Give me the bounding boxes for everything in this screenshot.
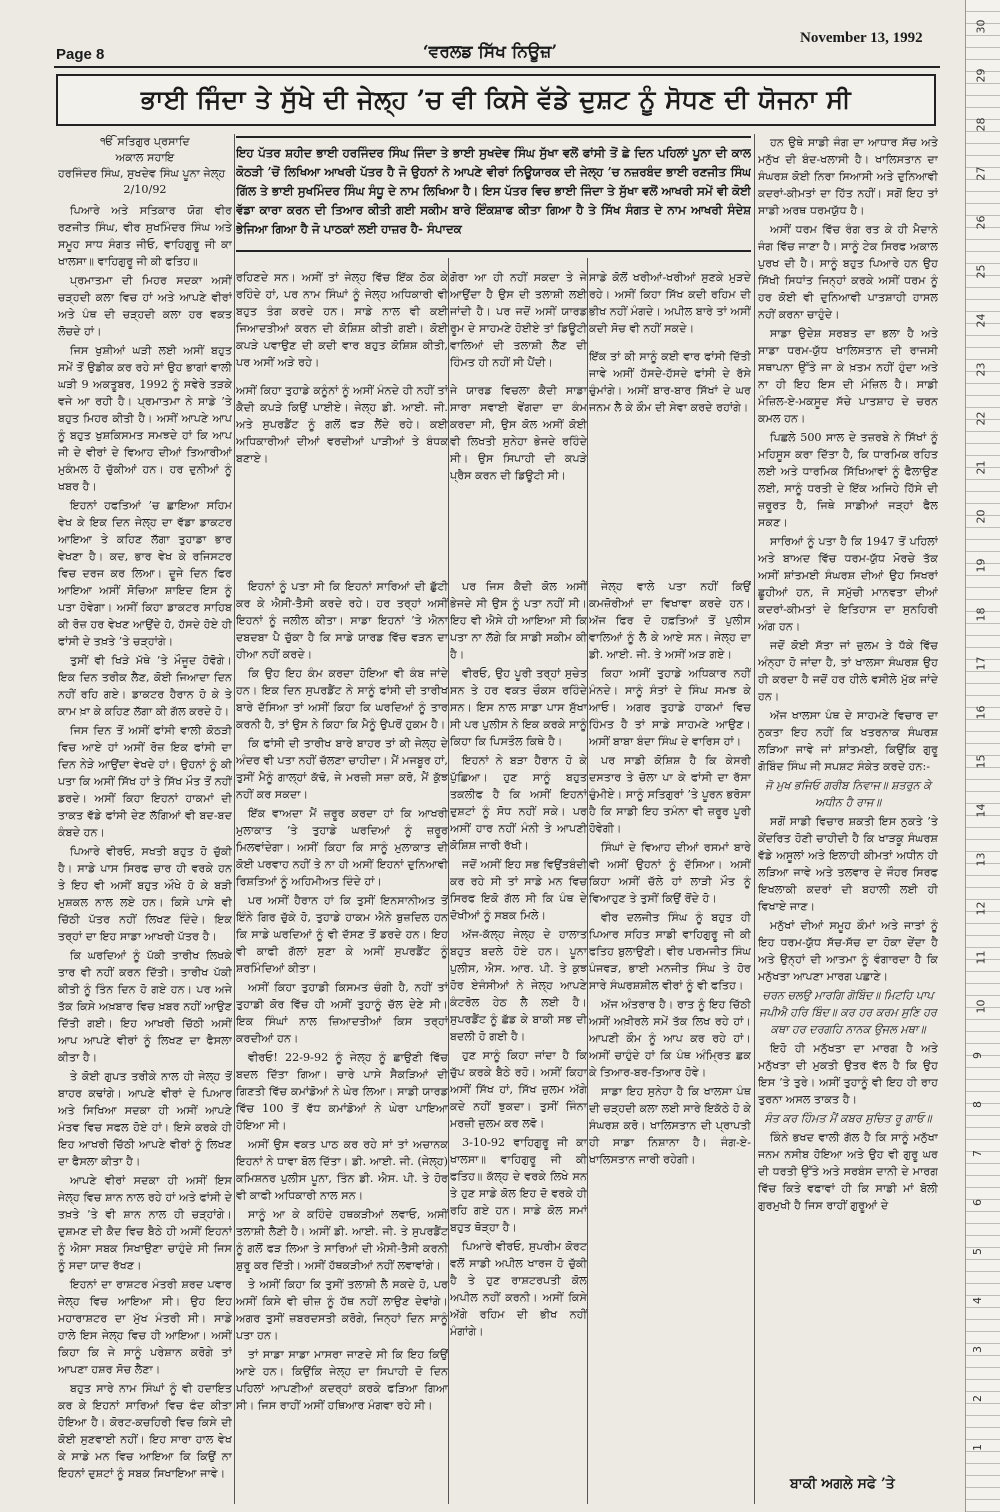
paragraph: ਇਹਨਾਂ ਦਾ ਰਾਸ਼ਟਰ ਮੰਤਰੀ ਸ਼ਰਦ ਪਵਾਰ ਜੇਲ੍ਹ ਵਿਚ ਆਇਆ ਸੀ। ਉਹ ਇਹ ਮਹਾਰਾਸ਼ਟਰ ਦਾ ਮੁੱਖ ਮੰਤਰੀ ਸੀ। ਸਾਡੇ ਹਾਲੇ ਇਸ ਜੇਲ੍ਹ ਵਿਚ ਹੀ ਆਇਆ। ਅਸੀਂ ਕਿਹਾ ਕਿ ਜੇ ਸਾਨੂੰ ਪਰੇਸ਼ਾਨ ਕਰੋਗੇ ਤਾਂ ਆਪਣਾ ਹਸ਼ਰ ਸੋਚ ਲੈਣਾ। — [58, 1278, 232, 1376]
paragraph: ਸਾਡਾ ਉਦੇਸ਼ ਸਰਬਤ ਦਾ ਭਲਾ ਹੈ ਅਤੇ ਸਾਡਾ ਧਰਮ-ਯੁੱਧ ਖਾਲਿਸਤਾਨ ਦੀ ਰਾਜਸੀ ਸਥਾਪਨਾ ਉੱਤੇ ਜਾ ਕੇ ਖ਼ਤਮ ਨਹੀਂ ਹੁੰਦਾ ਅਤੇ ਨਾ ਹੀ ਇਹ ਇਸ ਦੀ ਮੰਜ਼ਿਲ ਹੈ। ਸਾਡੀ ਮੰਜ਼ਿਲ-ਏ-ਮਕਸੂਦ ਸੱਚੇ ਪਾਤਸ਼ਾਹ ਦੇ ਚਰਨ ਕਮਲ ਹਨ। — [758, 327, 938, 425]
paragraph: ਜਿਸ ਦਿਨ ਤੋਂ ਅਸੀਂ ਫਾਂਸੀ ਵਾਲੀ ਕੋਠੜੀ ਵਿਚ ਆਏ ਹਾਂ ਅਸੀਂ ਰੋਜ਼ ਇਕ ਫਾਂਸੀ ਦਾ ਦਿਨ ਨੇੜੇ ਆਉਂਦਾ ਵੇਖਦੇ ਹਾਂ। ਉਹਨਾਂ ਨੂੰ ਕੀ ਪਤਾ ਕਿ ਅਸੀਂ ਸਿੱਖ ਹਾਂ ਤੇ ਸਿੱਖ ਮੌਤ ਤੋਂ ਨਹੀਂ ਡਰਦੇ। ਅਸੀਂ ਕਿਹਾ ਇਹਨਾਂ ਹਾਕਮਾਂ ਦੀ ਤਾਕਤ ਵੱਡੇ ਫਾਂਸੀ ਦੇਣ ਲੱਗਿਆਂ ਵੀ ਬਦ-ਬਦ ਕੰਬਦੇ ਹਨ। — [58, 724, 232, 839]
paragraph: ਸਗੋਂ ਸਾਡੀ ਵਿਚਾਰ ਸ਼ਕਤੀ ਇਸ ਨੁਕਤੇ ’ਤੇ ਕੇਂਦਰਿਤ ਹੋਣੀ ਚਾਹੀਦੀ ਹੈ ਕਿ ਖਾੜਕੂ ਸੰਘਰਸ਼ ਵੱਡੇ ਅਸੂਲਾਂ ਅਤੇ ਇਲਾਹੀ ਕੀਮਤਾਂ ਅਧੀਨ ਹੀ ਲੜਿਆ ਜਾਵੇ ਅਤੇ ਤਲਵਾਰ ਦੇ ਜੌਹਰ ਸਿਰਫ ਇਖਲਾਕੀ ਕਦਰਾਂ ਦੀ ਬਹਾਲੀ ਲਈ ਹੀ ਵਿਖਾਏ ਜਾਣ। — [758, 815, 938, 913]
ruler-mark: 17 — [974, 656, 988, 671]
ruler-mark: 26 — [974, 215, 988, 230]
column-4 — [589, 578, 751, 1504]
paragraph: ਅੱਜ-ਕੱਲ੍ਹ ਜੇਲ੍ਹ ਦੇ ਹਾਲਾਤ ਬਹੁਤ ਬਦਲੇ ਹੋਏ ਹਨ। ਪੂਨਾ ਪੁਲੀਸ, ਐਸ. ਆਰ. ਪੀ. ਤੇ ਕੁਝ ਹੋਰ ਏਜੰਸੀਆਂ ਨੇ ਜੇਲ੍ਹ ਆਪਣੇ ਕੰਟਰੋਲ ਹੇਠ ਲੈ ਲਈ ਹੈ। ਸੁਪਰਡੈਂਟ ਨੂੰ ਛੱਡ ਕੇ ਬਾਕੀ ਸਭ ਦੀ ਬਦਲੀ ਹੋ ਗਈ ਹੈ। — [450, 928, 587, 1043]
paragraph: ਗੋਰਾ ਆ ਹੀ ਨਹੀਂ ਸਕਦਾ ਤੇ ਜੇ ਆਉਂਦਾ ਹੈ ਉਸ ਦੀ ਤਲਾਸ਼ੀ ਲਈ ਜਾਂਦੀ ਹੈ। ਪਰ ਜਦੋਂ ਅਸੀਂ ਯਾਰਡ ਰੂਮ ਦੇ ਸਾਹਮਣੇ ਹੋਈਏ ਤਾਂ ਡਿਊਟੀ ਵਾਲਿਆਂ ਦੀ ਤਲਾਸ਼ੀ ਲੈਣ ਦੀ ਹਿੰਮਤ ਹੀ ਨਹੀਂ ਸੀ ਪੈਂਦੀ। — [450, 271, 587, 370]
ruler-mark: 27 — [974, 166, 988, 181]
ruler-mark: 6 — [971, 1199, 984, 1206]
paragraph: ਜਿਸ ਖੁਸ਼ੀਆਂ ਘੜੀ ਲਈ ਅਸੀਂ ਬਹੁਤ ਸਮੇਂ ਤੋਂ ਉਡੀਕ ਕਰ ਰਹੇ ਸਾਂ ਉਹ ਭਾਗਾਂ ਵਾਲੀ ਘੜੀ 9 ਅਕਤੂਬਰ, 1992 ਨੂੰ ਸਵੇਰੇ ਤੜਕੇ ਵਜੇ ਆ ਰਹੀ ਹੈ। ਪ੍ਰਮਾਤਮਾ ਨੇ ਸਾਡੇ ’ਤੇ ਬਹੁਤ ਮਿਹਰ ਕੀਤੀ ਹੈ। ਅਸੀਂ ਆਪਣੇ ਆਪ ਨੂੰ ਬਹੁਤ ਖੁਸ਼ਕਿਸਮਤ ਸਮਝਦੇ ਹਾਂ ਕਿ ਆਪ ਜੀ ਦੇ ਵੀਰਾਂ ਦੇ ਵਿਆਹ ਦੀਆਂ ਤਿਆਰੀਆਂ ਮੁਕੰਮਲ ਹੋ ਚੁੱਕੀਆਂ ਹਨ। ਹਰ ਦੁਨੀਆਂ ਨੂੰ ਖਬਰ ਹੈ। — [58, 344, 232, 493]
column-1 — [58, 134, 232, 1504]
verse: ਸੰਤ ਕਰ ਹਿੰਮਤ ਮੈਂ ਕਬਰ ਸੁਚਿਤ ਰੂ ਗਾਓ॥ — [764, 1112, 932, 1125]
editor-note — [236, 136, 751, 244]
paragraph: ਪਿਆਰੇ ਵੀਰਓ, ਸਖਤੀ ਬਹੁਤ ਹੋ ਚੁੱਕੀ ਹੈ। ਸਾਡੇ ਪਾਸ ਸਿਰਫ ਚਾਰ ਹੀ ਵਰਕੇ ਹਨ ਤੇ ਇਹ ਵੀ ਅਸੀਂ ਬਹੁਤ ਔਖੇ ਹੋ ਕੇ ਬੜੀ ਮੁਸ਼ਕਲ ਨਾਲ ਲਏ ਹਨ। ਕਿਸੇ ਪਾਸੇ ਵੀ ਚਿੱਠੀ ਪੱਤਰ ਨਹੀਂ ਲਿਖਣ ਦਿੰਦੇ। ਇਕ ਤਰ੍ਹਾਂ ਦਾ ਇਹ ਸਾਡਾ ਆਖਰੀ ਪੱਤਰ ਹੈ। — [58, 845, 232, 943]
paragraph: ਪਰ ਜਿਸ ਕੈਦੀ ਕੋਲ ਅਸੀਂ ਭੇਜਦੇ ਸੀ ਉਸ ਨੂੰ ਪਤਾ ਨਹੀਂ ਸੀ। ਇਹ ਵੀ ਐਸੇ ਹੀ ਆਇਆ ਸੀ ਕਿ ਪਤਾ ਨਾ ਲੱਗੇ ਕਿ ਸਾਡੀ ਸਕੀਮ ਕੀ ਹੈ। — [450, 580, 587, 661]
paragraph: ਅਸੀਂ ਧਰਮ ਵਿੱਚ ਰੰਗ ਰਤ ਕੇ ਹੀ ਮੈਦਾਨੇ ਜੰਗ ਵਿੱਚ ਜਾਣਾ ਹੈ। ਸਾਨੂੰ ਟੇਕ ਸਿਰਫ ਅਕਾਲ ਪੁਰਖ ਦੀ ਹੈ। ਸਾਨੂੰ ਬਹੁਤ ਪਿਆਰੇ ਹਨ ਉਹ ਸਿੱਖੀ ਸਿਧਾਂਤ ਜਿਨ੍ਹਾਂ ਕਰਕੇ ਅਸੀਂ ਧਰਮ ਨੂੰ ਹਰ ਕੋਈ ਵੀ ਦੁਨਿਆਵੀ ਪਾਤਸ਼ਾਹੀ ਹਾਸਲ ਨਹੀਂ ਕਰਨਾ ਚਾਹੁੰਦੇ। — [758, 223, 938, 321]
ruler-mark: 11 — [974, 950, 988, 965]
ruler-mark: 30 — [974, 19, 988, 34]
ruler-mark: 20 — [974, 509, 988, 524]
paragraph: ਕਿ ਉਹ ਇਹ ਕੰਮ ਕਰਦਾ ਹੋਇਆ ਵੀ ਕੰਬ ਜਾਂਦੇ ਹਨ। ਇਕ ਦਿਨ ਸੁਪਰਡੈਂਟ ਨੇ ਸਾਨੂੰ ਫਾਂਸੀ ਦੀ ਤਾਰੀਖ ਬਾਰੇ ਦੱਸਿਆ ਤਾਂ ਅਸੀਂ ਕਿਹਾ ਕਿ ਘਰਦਿਆਂ ਨੂੰ ਤਾਰ ਕਰਨੀ ਹੈ, ਤਾਂ ਉਸ ਨੇ ਕਿਹਾ ਕਿ ਮੈਨੂੰ ਉਪਰੋਂ ਹੁਕਮ ਹੈ। — [236, 667, 448, 731]
ruler-mark: 19 — [974, 558, 988, 573]
continued-label: ਬਾਕੀ ਅਗਲੇ ਸਫੇ ’ਤੇ — [790, 1476, 895, 1492]
paragraph: ਅਸੀਂ ਕਿਹਾ ਤੁਹਾਡੇ ਕਨੂੰਨਾਂ ਨੂੰ ਅਸੀਂ ਮੰਨਦੇ ਹੀ ਨਹੀਂ ਤਾਂ ਕੈਦੀ ਕਪੜੇ ਕਿਉਂ ਪਾਈਏ। ਜੇਲ੍ਹ ਡੀ. ਆਈ. ਜੀ. ਅਤੇ ਸੁਪਰਡੈਂਟ ਨੂੰ ਗਲੋਂ ਫੜ ਲੈਂਦੇ ਰਹੇ। ਕਈ ਅਧਿਕਾਰੀਆਂ ਦੀਆਂ ਵਰਦੀਆਂ ਪਾੜੀਆਂ ਤੇ ਬੰਧਕ ਬਣਾਏ। — [236, 384, 448, 466]
paragraph: ਇਹਨਾਂ ਹਫਤਿਆਂ ’ਚ ਛਾਇਆ ਸਹਿਮ ਵੇਖ ਕੇ ਇਕ ਦਿਨ ਜੇਲ੍ਹ ਦਾ ਵੱਡਾ ਡਾਕਟਰ ਆਇਆ ਤੇ ਕਹਿਣ ਲੱਗਾ ਤੁਹਾਡਾ ਭਾਰ ਵੇਖਣਾ ਹੈ। ਕਦ, ਭਾਰ ਵੇਖ ਕੇ ਰਜਿਸਟਰ ਵਿਚ ਦਰਜ ਕਰ ਲਿਆ। ਦੂਜੇ ਦਿਨ ਫਿਰ ਆਇਆ ਅਸੀਂ ਸੋਚਿਆ ਸ਼ਾਇਦ ਇਸ ਨੂੰ ਪਤਾ ਹੋਵੇਗਾ। ਅਸੀਂ ਕਿਹਾ ਡਾਕਟਰ ਸਾਹਿਬ ਕੀ ਰੋਜ਼ ਹਰ ਵੇਖਣ ਆਉਂਦੇ ਹੋ, ਹੱਸਦੇ ਹੋਏ ਹੀ ਫਾਂਸੀ ਦੇ ਤਖ਼ਤੇ ’ਤੇ ਚੜ੍ਹਾਂਗੇ। — [58, 499, 232, 648]
ruler-mark: 14 — [974, 803, 988, 818]
paper-name: ‘ਵਰਲਡ ਸਿੱਖ ਨਿਊਜ਼’ — [422, 42, 558, 62]
ruler-mark: 1 — [971, 1444, 984, 1451]
ruler-mark: 18 — [974, 607, 988, 622]
column-4-top — [589, 258, 751, 576]
ruler-mark: 8 — [971, 1101, 984, 1108]
paragraph: ਆਪਣੇ ਵੀਰਾਂ ਸਦਕਾ ਹੀ ਅਸੀਂ ਇਸ ਜੇਲ੍ਹ ਵਿਚ ਸ਼ਾਨ ਨਾਲ ਰਹੇ ਹਾਂ ਅਤੇ ਫਾਂਸੀ ਦੇ ਤਖ਼ਤੇ ’ਤੇ ਵੀ ਸ਼ਾਨ ਨਾਲ ਹੀ ਚੜ੍ਹਾਂਗੇ। ਦੁਸ਼ਮਣ ਦੀ ਕੈਦ ਵਿਚ ਬੈਠੇ ਹੀ ਅਸੀਂ ਇਹਨਾਂ ਨੂੰ ਐਸਾ ਸਬਕ ਸਿਖਾਉਣਾ ਚਾਹੁੰਦੇ ਸੀ ਜਿਸ ਨੂੰ ਸਦਾ ਯਾਦ ਰੱਖਣ। — [58, 1174, 232, 1272]
paragraph: ਇਹੋ ਹੀ ਮਨੁੱਖਤਾ ਦਾ ਮਾਰਗ ਹੈ ਅਤੇ ਮਨੁੱਖਤਾ ਦੀ ਮੁਕਤੀ ਉਤਰ ਵੱਲ ਹੈ ਕਿ ਉਹ ਇਸ ’ਤੇ ਤੁਰੇ। ਅਸੀਂ ਤੁਹਾਨੂੰ ਵੀ ਇਹ ਹੀ ਰਾਹ ਤੁਰਨਾ ਅਸਲ ਤਾਕਤ ਹੈ। — [758, 1042, 938, 1106]
ruler-mark: 25 — [974, 264, 988, 279]
paragraph: ਜੇ ਯਾਰਡ ਵਿਚਲਾ ਕੈਦੀ ਸਾਡਾ ਸਾਰਾ ਸਵਾਈ ਵੇਂਗਦਾ ਦਾ ਕੰਮ ਕਰਦਾ ਸੀ, ਉਸ ਕੋਲ ਅਸੀਂ ਕੋਈ ਵੀ ਲਿਖਤੀ ਸੁਨੇਹਾ ਭੇਜਦੇ ਰਹਿੰਦੇ ਸੀ। ਉਸ ਸਿਪਾਹੀ ਦੀ ਕਪੜੇ ਪ੍ਰੈਸ ਕਰਨ ਦੀ ਡਿਊਟੀ ਸੀ। — [450, 384, 587, 483]
paragraph: ਸਾਡੇ ਕੋਲੋਂ ਖਰੀਆਂ-ਖਰੀਆਂ ਸੁਣਕੇ ਮੁੜਦੇ ਰਹੇ। ਅਸੀਂ ਕਿਹਾ ਸਿੱਖ ਕਦੀ ਰਹਿਮ ਦੀ ਭੀਖ ਨਹੀਂ ਮੰਗਦੇ। ਅਪੀਲ ਬਾਰੇ ਤਾਂ ਅਸੀਂ ਕਦੀ ਸੋਚ ਵੀ ਨਹੀਂ ਸਕਦੇ। — [589, 271, 751, 336]
paragraph: ਹਨ ਉਥੇ ਸਾਡੀ ਜੰਗ ਦਾ ਆਧਾਰ ਸੱਚ ਅਤੇ ਮਨੁੱਖ ਦੀ ਬੰਦ-ਖਲਾਸੀ ਹੈ। ਖਾਲਿਸਤਾਨ ਦਾ ਸੰਘਰਸ਼ ਕੋਈ ਨਿਰਾ ਸਿਆਸੀ ਅਤੇ ਦੁਨਿਆਵੀ ਕਦਰਾਂ-ਕੀਮਤਾਂ ਦਾ ਹਿੱਤ ਨਹੀਂ। ਸਗੋਂ ਇਹ ਤਾਂ ਸਾਡੀ ਅਰਥ ਧਰਮਯੁੱਧ ਹੈ। — [758, 136, 938, 217]
ruler-mark: 24 — [974, 313, 988, 328]
letter-head-line: ਅਕਾਲ ਸਹਾਇ — [115, 151, 175, 164]
ruler-mark: 28 — [974, 117, 988, 132]
column-3 — [450, 578, 587, 1504]
column-3-top — [450, 258, 587, 576]
paragraph: ਸਾਨੂੰ ਆ ਕੇ ਕਹਿੰਦੇ ਹਥਕੜੀਆਂ ਲਵਾਓ, ਅਸੀਂ ਤਲਾਸ਼ੀ ਲੈਣੀ ਹੈ। ਅਸੀਂ ਡੀ. ਆਈ. ਜੀ. ਤੇ ਸੁਪਰਡੈਂਟ ਨੂੰ ਗਲੋਂ ਫੜ ਲਿਆ ਤੇ ਸਾਰਿਆਂ ਦੀ ਐਸੀ-ਤੈਸੀ ਕਰਨੀ ਸ਼ੁਰੂ ਕਰ ਦਿੱਤੀ। ਅਸੀਂ ਹੱਥਕੜੀਆਂ ਨਹੀਂ ਲਵਾਵਾਂਗੇ। — [236, 1208, 448, 1272]
paragraph: ਤੇ ਅਸੀਂ ਕਿਹਾ ਕਿ ਤੁਸੀਂ ਤਲਾਸ਼ੀ ਲੈ ਸਕਦੇ ਹੋ, ਪਰ ਅਸੀਂ ਕਿਸੇ ਵੀ ਚੀਜ਼ ਨੂੰ ਹੱਥ ਨਹੀਂ ਲਾਉਣ ਦੇਵਾਂਗੇ। ਅਗਰ ਤੁਸੀਂ ਜ਼ਬਰਦਸਤੀ ਕਰੋਗੇ, ਜਿਨ੍ਹਾਂ ਦਿਨ ਸਾਨੂੰ ਪਤਾ ਹਨ। — [236, 1278, 448, 1342]
paragraph: ਰਹਿਣਦੇ ਸਨ। ਅਸੀਂ ਤਾਂ ਜੇਲ੍ਹ ਵਿੱਚ ਇੱਕ ਠੋਕ ਕੇ ਰਹਿੰਦੇ ਹਾਂ, ਪਰ ਨਾਮ ਸਿੰਘਾਂ ਨੂੰ ਜੇਲ੍ਹ ਅਧਿਕਾਰੀ ਵੀ ਬਹੁਤ ਤੰਗ ਕਰਦੇ ਹਨ। ਸਾਡੇ ਨਾਲ ਵੀ ਕਈ ਜਿਆਦਤੀਆਂ ਕਰਨ ਦੀ ਕੋਸ਼ਿਸ਼ ਕੀਤੀ ਗਈ। ਕੋਈ ਕਪੜੇ ਪਵਾਉਣ ਦੀ ਕਦੀ ਵਾਰ ਬਹੁਤ ਕੋਸ਼ਿਸ਼ ਕੀਤੀ, ਪਰ ਅਸੀਂ ਅੜੇ ਰਹੇ। — [236, 271, 448, 370]
paragraph: ਜੇਲ੍ਹ ਵਾਲੇ ਪਤਾ ਨਹੀਂ ਕਿਉਂ ਕਮਜ਼ੋਰੀਆਂ ਦਾ ਵਿਖਾਵਾ ਕਰਦੇ ਹਨ। ਅੱਜ ਫਿਰ ਦੋ ਹਫ਼ਤਿਆਂ ਤੋਂ ਪੁਲੀਸ ਵਾਲਿਆਂ ਨੂੰ ਲੈ ਕੇ ਆਏ ਸਨ। ਜੇਲ੍ਹ ਦਾ ਡੀ. ਆਈ. ਜੀ. ਤੇ ਅਸੀਂ ਅੜ ਗਏ। — [589, 580, 751, 661]
paragraph: ਪਰ ਅਸੀਂ ਹੈਰਾਨ ਹਾਂ ਕਿ ਤੁਸੀਂ ਇਨਸਾਨੀਅਤ ਤੋਂ ਇੰਨੇ ਗਿਰ ਚੁੱਕੇ ਹੋ, ਤੁਹਾਡੇ ਹਾਕਮ ਐਨੇ ਬੁਜ਼ਦਿਲ ਹਨ ਕਿ ਸਾਡੇ ਘਰਦਿਆਂ ਨੂੰ ਵੀ ਦੱਸਣ ਤੋਂ ਡਰਦੇ ਹਨ। ਇਹ ਵੀ ਕਾਫੀ ਗੱਲਾਂ ਸੁਣਾ ਕੇ ਅਸੀਂ ਸੁਪਰਡੈਂਟ ਨੂੰ ਸ਼ਰਮਿੰਦਿਆਂ ਕੀਤਾ। — [236, 894, 448, 975]
paragraph: ਪਿਆਰੇ ਵੀਰਓ, ਸੁਪਰੀਮ ਕੋਰਟ ਵਲੋਂ ਸਾਡੀ ਅਪੀਲ ਖਾਰਜ ਹੋ ਚੁੱਕੀ ਹੈ ਤੇ ਹੁਣ ਰਾਸ਼ਟਰਪਤੀ ਕੋਲ ਅਪੀਲ ਨਹੀਂ ਕਰਨੀ। ਅਸੀਂ ਕਿਸੇ ਅੱਗੇ ਰਹਿਮ ਦੀ ਭੀਖ ਨਹੀਂ ਮੰਗਾਂਗੇ। — [450, 1240, 587, 1338]
paragraph: ਸਿੰਘਾਂ ਦੇ ਵਿਆਹ ਦੀਆਂ ਰਸਮਾਂ ਬਾਰੇ ਵੀ ਅਸੀਂ ਉਹਨਾਂ ਨੂੰ ਦੱਸਿਆ। ਅਸੀਂ ਕਿਹਾ ਅਸੀਂ ਚੱਲੇ ਹਾਂ ਲਾੜੀ ਮੌਤ ਨੂੰ ਵਿਆਹੁਣ ਤੇ ਤੁਸੀਂ ਕਿਉਂ ਰੋਂਦੇ ਹੋ। — [589, 841, 751, 905]
note-rule — [236, 136, 751, 138]
ruler-mark: 23 — [974, 362, 988, 377]
paragraph: ਕਿ ਫਾਂਸੀ ਦੀ ਤਾਰੀਖ ਬਾਰੇ ਬਾਹਰ ਤਾਂ ਕੀ ਜੇਲ੍ਹ ਦੇ ਅੰਦਰ ਵੀ ਪਤਾ ਨਹੀਂ ਚੱਲਣਾ ਚਾਹੀਦਾ। ਮੈਂ ਮਜਬੂਰ ਹਾਂ, ਤੁਸੀਂ ਮੈਨੂੰ ਗਾਲ੍ਹਾਂ ਕੱਢੋ, ਜੇ ਮਰਜ਼ੀ ਸਜ਼ਾ ਕਰੋ, ਮੈਂ ਕੁੱਝ ਨਹੀਂ ਕਰ ਸਕਦਾ। — [236, 737, 448, 801]
column-divider — [448, 258, 449, 1504]
paragraph: ਅਸੀਂ ਉਸ ਵਕਤ ਪਾਠ ਕਰ ਰਹੇ ਸਾਂ ਤਾਂ ਅਚਾਨਕ ਇਹਨਾਂ ਨੇ ਧਾਵਾ ਬੋਲ ਦਿੱਤਾ। ਡੀ. ਆਈ. ਜੀ. (ਜੇਲ੍ਹ) ਕਮਿਸ਼ਨਰ ਪੁਲੀਸ ਪੂਨਾ, ਤਿੰਨ ਡੀ. ਐਸ. ਪੀ. ਤੇ ਹੋਰ ਵੀ ਕਾਫੀ ਅਧਿਕਾਰੀ ਨਾਲ ਸਨ। — [236, 1138, 448, 1202]
page-number: Page 8 — [56, 46, 105, 63]
issue-date: November 13, 1992 — [800, 30, 923, 46]
ruler-mark: 22 — [974, 411, 988, 426]
measuring-ruler — [965, 0, 1000, 1512]
ruler-mark: 16 — [974, 705, 988, 720]
paragraph: ਵੀਰਓ, ਉਹ ਪੂਰੀ ਤਰ੍ਹਾਂ ਸੁਚੇਤ ਸਨ ਤੇ ਹਰ ਵਕਤ ਚੌਕਸ ਰਹਿੰਦੇ ਸਨ। ਇਸ ਨਾਲ ਸਾਡਾ ਪਾਸ ਸੁੱਖਾ ਸੀ ਪਰ ਪੁਲੀਸ ਨੇ ਇਕ ਕਰਕੇ ਸਾਨੂੰ ਕਿਹਾ ਕਿ ਪਿਸਤੌਲ ਕਿਥੇ ਹੈ। — [450, 667, 587, 748]
ruler-mark: 3 — [971, 1346, 984, 1353]
ruler-mark: 7 — [971, 1150, 984, 1157]
ruler-mark: 9 — [971, 1052, 984, 1059]
ruler-mark: 2 — [971, 1395, 984, 1402]
paragraph: ਸਾਰਿਆਂ ਨੂੰ ਪਤਾ ਹੈ ਕਿ 1947 ਤੋਂ ਪਹਿਲਾਂ ਅਤੇ ਬਾਅਦ ਵਿੱਚ ਧਰਮ-ਯੁੱਧ ਮੋਰਚੇ ਤੱਕ ਅਸੀਂ ਸ਼ਾਂਤਮਈ ਸੰਘਰਸ਼ ਦੀਆਂ ਉਹ ਸਿਖਰਾਂ ਛੂਹੀਆਂ ਹਨ, ਜੋ ਸਮੁੱਚੀ ਮਾਨਵਤਾ ਦੀਆਂ ਕਦਰਾਂ-ਕੀਮਤਾਂ ਦੇ ਇਤਿਹਾਸ ਦਾ ਸੁਨਹਿਰੀ ਅੰਗ ਹਨ। — [758, 535, 938, 633]
paragraph: ਮਨੁੱਖਾਂ ਦੀਆਂ ਸਮੂਹ ਕੌਮਾਂ ਅਤੇ ਜਾਤਾਂ ਨੂੰ ਇਹ ਧਰਮ-ਯੁੱਧ ਸੱਚ-ਸੱਚ ਦਾ ਹੋਕਾ ਦੇਂਦਾ ਹੈ ਅਤੇ ਉਨ੍ਹਾਂ ਦੀ ਆਤਮਾ ਨੂੰ ਵੰਗਾਰਦਾ ਹੈ ਕਿ ਮਨੁੱਖਤਾ ਆਪਣਾ ਮਾਰਗ ਪਛਾਣੇ। — [758, 919, 938, 983]
paragraph: ਵੀਰ ਦਲਜੀਤ ਸਿੰਘ ਨੂੰ ਬਹੁਤ ਹੀ ਪਿਆਰ ਸਹਿਤ ਸਾਡੀ ਵਾਹਿਗੁਰੂ ਜੀ ਕੀ ਫਤਿਹ ਬੁਲਾਉਣੀ। ਵੀਰ ਪਰਮਜੀਤ ਸਿੰਘ ਪੰਜਵੜ, ਭਾਈ ਮਨਜੀਤ ਸਿੰਘ ਤੇ ਹੋਰ ਸਾਰੇ ਸੰਘਰਸ਼ਸ਼ੀਲ ਵੀਰਾਂ ਨੂੰ ਵੀ ਫਤਿਹ। — [589, 911, 751, 992]
ruler-mark: 12 — [974, 901, 988, 916]
ruler-mark: 4 — [971, 1297, 984, 1304]
paragraph: ਜਦੋਂ ਅਸੀਂ ਇਹ ਸਭ ਵਿਉਂਤਬੰਦੀ ਕਰ ਰਹੇ ਸੀ ਤਾਂ ਸਾਡੇ ਮਨ ਵਿਚ ਸਿਰਫ ਇਕੋ ਗੱਲ ਸੀ ਕਿ ਪੰਥ ਦੇ ਦੋਖੀਆਂ ਨੂੰ ਸਬਕ ਮਿਲੇ। — [450, 858, 587, 922]
verse: ਜੋ ਮੁਖ ਭਜਿਓ ਗਰੀਬ ਨਿਵਾਜ॥ ਸ਼ਤਰੁਨ ਕੇ ਅਧੀਨ ਹੈ ਰਾਜ॥ — [765, 779, 931, 809]
paragraph: ਇਹਨਾਂ ਨੂੰ ਪਤਾ ਸੀ ਕਿ ਇਹਨਾਂ ਸਾਰਿਆਂ ਦੀ ਛੁੱਟੀ ਕਰ ਕੇ ਐਸੀ-ਤੈਸੀ ਕਰਦੇ ਰਹੇ। ਹਰ ਤਰ੍ਹਾਂ ਅਸੀਂ ਇਹਨਾਂ ਨੂੰ ਜਲੀਲ ਕੀਤਾ। ਸਾਡਾ ਇਹਨਾਂ ’ਤੇ ਐਨਾ ਦਬਦਬਾ ਪੈ ਚੁੱਕਾ ਹੈ ਕਿ ਸਾਡੇ ਯਾਰਡ ਵਿੱਚ ਵੜਨ ਦਾ ਹੀਆ ਨਹੀਂ ਕਰਦੇ। — [236, 580, 448, 661]
letter-head-line: 2/10/92 — [123, 183, 167, 196]
ruler-mark: 21 — [974, 460, 988, 475]
paragraph: ਪਿਛਲੇ 500 ਸਾਲ ਦੇ ਤਜ਼ਰਬੇ ਨੇ ਸਿੱਖਾਂ ਨੂੰ ਮਹਿਸੂਸ ਕਰਾ ਦਿੱਤਾ ਹੈ, ਕਿ ਧਾਰਮਿਕ ਰਹਿਤ ਲਈ ਅਤੇ ਧਾਰਮਿਕ ਸਿੱਖਿਆਵਾਂ ਨੂੰ ਫੈਲਾਉਣ ਲਈ, ਸਾਨੂੰ ਧਰਤੀ ਦੇ ਇੱਕ ਅਜਿਹੇ ਹਿੱਸੇ ਦੀ ਜ਼ਰੂਰਤ ਹੈ, ਜਿਥੇ ਸਾਡੀਆਂ ਜੜ੍ਹਾਂ ਫੈਲ ਸਕਣ। — [758, 431, 938, 529]
ruler-mark: 15 — [974, 754, 988, 769]
paragraph: ਇੱਕ ਤਾਂ ਕੀ ਸਾਨੂੰ ਕਈ ਵਾਰ ਫਾਂਸੀ ਦਿੱਤੀ ਜਾਵੇ ਅਸੀਂ ਹੱਸਦੇ-ਹੱਸਦੇ ਫਾਂਸੀ ਦੇ ਰੱਸੇ ਚੁੰਮਾਂਗੇ। ਅਸੀਂ ਬਾਰ-ਬਾਰ ਸਿੱਖਾਂ ਦੇ ਘਰ ਜਨਮ ਲੈ ਕੇ ਕੌਮ ਦੀ ਸੇਵਾ ਕਰਦੇ ਰਹਾਂਗੇ। — [589, 350, 751, 415]
column-divider — [754, 134, 755, 1504]
paragraph: ਕਿੰਨੇ ਭਖਦ ਵਾਲੀ ਗੱਲ ਹੈ ਕਿ ਸਾਨੂੰ ਮਨੁੱਖਾ ਜਨਮ ਨਸੀਬ ਹੋਇਆ ਅਤੇ ਉਹ ਵੀ ਗੁਰੂ ਘਰ ਦੀ ਧਰਤੀ ਉੱਤੇ ਅਤੇ ਸਰਬੰਸ ਦਾਨੀ ਦੇ ਮਾਰਗ ਵਿੱਚ ਕਿਤੇ ਵਫਾਵਾਂ ਹੀ ਕਿ ਸਾਡੀ ਮਾਂ ਬੋਲੀ ਗੁਰਮੁਖੀ ਹੈ ਜਿਸ ਰਾਹੀਂ ਗੁਰੂਆਂ ਦੇ — [758, 1131, 938, 1212]
paragraph: ਕਿ ਘਰਦਿਆਂ ਨੂੰ ਪੱਕੀ ਤਾਰੀਖ ਲਿਖਕੇ ਤਾਰ ਵੀ ਨਹੀਂ ਕਰਨ ਦਿੱਤੀ। ਤਾਰੀਖ ਪੱਕੀ ਕੀਤੀ ਨੂੰ ਤਿੰਨ ਦਿਨ ਹੋ ਗਏ ਹਨ। ਪਰ ਅਜੇ ਤੱਕ ਕਿਸੇ ਅਖ਼ਬਾਰ ਵਿਚ ਖ਼ਬਰ ਨਹੀਂ ਆਉਣ ਦਿੱਤੀ ਗਈ। ਇਹ ਆਖਰੀ ਚਿੱਠੀ ਅਸੀਂ ਆਪ ਆਪਣੇ ਵੀਰਾਂ ਨੂੰ ਲਿਖਣ ਦਾ ਫੈਸਲਾ ਕੀਤਾ ਹੈ। — [58, 949, 232, 1064]
column-2 — [236, 578, 448, 1504]
column-divider — [234, 134, 235, 1504]
paragraph: ਤਾਂ ਸਾਡਾ ਸਾਡਾ ਮਾਸਰਾ ਜਾਣਦੇ ਸੀ ਕਿ ਇਹ ਕਿਉਂ ਆਏ ਹਨ। ਕਿਉਂਕਿ ਜੇਲ੍ਹ ਦਾ ਸਿਪਾਹੀ ਦੋ ਦਿਨ ਪਹਿਲਾਂ ਆਪਣੀਆਂ ਕਦਰ੍ਹਾਂ ਕਰਕੇ ਫੜਿਆ ਗਿਆ ਸੀ। ਜਿਸ ਰਾਹੀਂ ਅਸੀਂ ਹਥਿਆਰ ਮੰਗਵਾ ਰਹੇ ਸੀ। — [236, 1348, 448, 1412]
editor-note-text: ਇਹ ਪੱਤਰ ਸ਼ਹੀਦ ਭਾਈ ਹਰਜਿੰਦਰ ਸਿੰਘ ਜਿੰਦਾ ਤੇ ਭਾਈ ਸੁਖਦੇਵ ਸਿੰਘ ਸੁੱਖਾ ਵਲੋਂ ਫਾਂਸੀ ਤੋਂ ਛੇ ਦਿਨ ਪਹਿਲਾਂ ਪੂਨਾ ਦੀ ਕਾਲ ਕੋਠੜੀ ’ਚੋਂ ਲਿਖਿਆ ਆਖਰੀ ਪੱਤਰ ਹੈ ਜੋ ਉਹਨਾਂ ਨੇ ਆਪਣੇ ਵੀਰਾਂ ਨਿਊਯਾਰਕ ਦੀ ਜੇਲ੍ਹ ’ਚ ਨਜ਼ਰਬੰਦ ਭਾਈ ਰਣਜੀਤ ਸਿੰਘ ਗਿੱਲ ਤੇ ਭਾਈ ਸੁਖਮਿੰਦਰ ਸਿੰਘ ਸੰਧੂ ਦੇ ਨਾਮ ਲਿਖਿਆ ਹੈ। ਇਸ ਪੱਤਰ ਵਿਚ ਭਾਈ ਜਿੰਦਾ ਤੇ ਸੁੱਖਾ ਵਲੋਂ ਆਖਰੀ ਸਮੇਂ ਵੀ ਕੋਈ ਵੱਡਾ ਕਾਰਾ ਕਰਨ ਦੀ ਤਿਆਰ ਕੀਤੀ ਗਈ ਸਕੀਮ ਬਾਰੇ ਇੰਕਸ਼ਾਫ ਕੀਤਾ ਗਿਆ ਹੈ ਤੇ ਸਿੱਖ ਸੰਗਤ ਦੇ ਨਾਮ ਆਖਰੀ ਸੰਦੇਸ਼ ਭੇਜਿਆ ਗਿਆ ਹੈ ਜੋ ਪਾਠਕਾਂ ਲਈ ਹਾਜ਼ਰ ਹੈ- ਸੰਪਾਦਕ — [236, 146, 751, 236]
paragraph: 3-10-92 ਵਾਹਿਗੁਰੂ ਜੀ ਕਾ ਖਾਲਸਾ॥ ਵਾਹਿਗੁਰੂ ਜੀ ਕੀ ਫਤਿਹ॥ ਕੱਲ੍ਹ ਦੇ ਵਰਕੇ ਲਿਖੇ ਸਨ ਤੇ ਹੁਣ ਸਾਡੇ ਕੋਲ ਇਹ ਦੋ ਵਰਕੇ ਹੀ ਰਹਿ ਗਏ ਹਨ। ਸਾਡੇ ਕੋਲ ਸਮਾਂ ਬਹੁਤ ਥੋੜ੍ਹਾ ਹੈ। — [450, 1136, 587, 1234]
headline-text: ਭਾਈ ਜਿੰਦਾ ਤੇ ਸੁੱਖੇ ਦੀ ਜੇਲ੍ਹ ’ਚ ਵੀ ਕਿਸੇ ਵੱਡੇ ਦੁਸ਼ਟ ਨੂੰ ਸੋਧਣ ਦੀ ਯੋਜਨਾ ਸੀ — [140, 85, 852, 114]
headline — [56, 74, 936, 126]
paragraph: ਇਹਨਾਂ ਨੇ ਬੜਾ ਹੈਰਾਨ ਹੋ ਕੇ ਪੁੱਛਿਆ। ਹੁਣ ਸਾਨੂੰ ਬਹੁਤ ਤਕਲੀਫ ਹੈ ਕਿ ਅਸੀਂ ਇਹਨਾਂ ਦੁਸ਼ਟਾਂ ਨੂੰ ਸੋਧ ਨਹੀਂ ਸਕੇ। ਪਰ ਅਸੀਂ ਹਾਰ ਨਹੀਂ ਮੰਨੀ ਤੇ ਆਪਣੀ ਕੋਸ਼ਿਸ਼ ਜਾਰੀ ਰੱਖੀ। — [450, 754, 587, 852]
paragraph: ਜਦੋਂ ਕੋਈ ਸੱਤਾ ਜਾਂ ਜ਼ੁਲਮ ਤੇ ਧੱਕੇ ਵਿੱਚ ਅੰਨ੍ਹਾ ਹੋ ਜਾਂਦਾ ਹੈ, ਤਾਂ ਖਾਲਸਾ ਸੰਘਰਸ਼ ਉਹ ਹੀ ਕਰਦਾ ਹੈ ਜਦੋਂ ਹਰ ਹੀਲੇ ਵਸੀਲੇ ਮੁੱਕ ਜਾਂਦੇ ਹਨ। — [758, 639, 938, 703]
ruler-mark: 29 — [974, 68, 988, 83]
paragraph: ਪ੍ਰਮਾਤਮਾ ਦੀ ਮਿਹਰ ਸਦਕਾ ਅਸੀਂ ਚੜ੍ਹਦੀ ਕਲਾ ਵਿਚ ਹਾਂ ਅਤੇ ਆਪਣੇ ਵੀਰਾਂ ਅਤੇ ਪੰਥ ਦੀ ਚੜ੍ਹਦੀ ਕਲਾ ਹਰ ਵਕਤ ਲੋਚਦੇ ਹਾਂ। — [58, 274, 232, 338]
paragraph: ਪਿਆਰੇ ਅਤੇ ਸਤਿਕਾਰ ਯੋਗ ਵੀਰ ਰਣਜੀਤ ਸਿੰਘ, ਵੀਰ ਸੁਖਮਿੰਦਰ ਸਿੰਘ ਅਤੇ ਸਮੂਹ ਸਾਧ ਸੰਗਤ ਜੀਓ, ਵਾਹਿਗੁਰੂ ਜੀ ਕਾ ਖਾਲਸਾ॥ ਵਾਹਿਗੁਰੂ ਜੀ ਕੀ ਫਤਿਹ॥ — [58, 204, 232, 268]
paragraph: ਇੱਕ ਵਾਅਦਾ ਮੈਂ ਜ਼ਰੂਰ ਕਰਦਾ ਹਾਂ ਕਿ ਆਖਰੀ ਮੁਲਾਕਾਤ ’ਤੇ ਤੁਹਾਡੇ ਘਰਦਿਆਂ ਨੂੰ ਜ਼ਰੂਰ ਮਿਲਵਾਂਦੇਗਾ। ਅਸੀਂ ਕਿਹਾ ਕਿ ਸਾਨੂੰ ਮੁਲਾਕਾਤ ਦੀ ਕੋਈ ਪਰਵਾਹ ਨਹੀਂ ਤੇ ਨਾ ਹੀ ਅਸੀਂ ਇਹਨਾਂ ਦੁਨਿਆਵੀ ਰਿਸ਼ਤਿਆਂ ਨੂੰ ਅਹਿਮੀਅਤ ਦਿੰਦੇ ਹਾਂ। — [236, 807, 448, 888]
ruler-mark: 5 — [971, 1248, 984, 1255]
ruler-mark: 13 — [974, 852, 988, 867]
paragraph: ਸਾਡਾ ਇਹ ਸੁਨੇਹਾ ਹੈ ਕਿ ਖਾਲਸਾ ਪੰਥ ਦੀ ਚੜ੍ਹਦੀ ਕਲਾ ਲਈ ਸਾਰੇ ਇਕੱਠੇ ਹੋ ਕੇ ਸੰਘਰਸ਼ ਕਰੋ। ਖਾਲਿਸਤਾਨ ਦੀ ਪ੍ਰਾਪਤੀ ਹੀ ਸਾਡਾ ਨਿਸ਼ਾਨਾ ਹੈ। ਜੰਗ-ਏ-ਖਾਲਿਸਤਾਨ ਜਾਰੀ ਰਹੇਗੀ। — [589, 1085, 751, 1166]
paragraph: ਅੱਜ ਅੰਤਰਾਰ ਹੈ। ਰਾਤ ਨੂੰ ਇਹ ਚਿੱਠੀ ਅਸੀਂ ਅਖ਼ੀਰਲੇ ਸਮੇਂ ਤੱਕ ਲਿਖ ਰਹੇ ਹਾਂ। ਆਪਣੀ ਕੌਮ ਨੂੰ ਆਪ ਕਰ ਰਹੇ ਹਾਂ। ਅਸੀਂ ਚਾਹੁੰਦੇ ਹਾਂ ਕਿ ਪੰਥ ਅੰਮ੍ਰਿਤ ਛਕ ਕੇ ਤਿਆਰ-ਬਰ-ਤਿਆਰ ਹੋਵੇ। — [589, 998, 751, 1079]
paragraph: ਵੀਰਓ! 22-9-92 ਨੂੰ ਜੇਲ੍ਹ ਨੂੰ ਛਾਉਣੀ ਵਿੱਚ ਬਦਲ ਦਿੱਤਾ ਗਿਆ। ਚਾਰੇ ਪਾਸੇ ਸੈਕੜਿਆਂ ਦੀ ਗਿਣਤੀ ਵਿੱਚ ਕਮਾਂਡੋਆਂ ਨੇ ਘੇਰ ਲਿਆ। ਸਾਡੀ ਯਾਰਡ ਵਿੱਚ 100 ਤੋਂ ਵੱਧ ਕਮਾਂਡੋਆਂ ਨੇ ਘੇਰਾ ਪਾਇਆ ਹੋਇਆ ਸੀ। — [236, 1051, 448, 1132]
letter-head-line: ੴ ਸਤਿਗੁਰ ਪ੍ਰਸਾਦਿ — [100, 135, 190, 148]
column-divider — [587, 258, 588, 1504]
paragraph: ਹੁਣ ਸਾਨੂੰ ਕਿਹਾ ਜਾਂਦਾ ਹੈ ਕਿ ਚੁੱਪ ਕਰਕੇ ਬੈਠੇ ਰਹੋ। ਅਸੀਂ ਕਿਹਾ ਅਸੀਂ ਸਿੱਖ ਹਾਂ, ਸਿੱਖ ਜ਼ੁਲਮ ਅੱਗੇ ਕਦੇ ਨਹੀਂ ਝੁਕਦਾ। ਤੁਸੀਂ ਜਿੰਨਾ ਮਰਜ਼ੀ ਜ਼ੁਲਮ ਕਰ ਲਵੋ। — [450, 1049, 587, 1130]
paragraph: ਅੱਜ ਖਾਲਸਾ ਪੰਥ ਦੇ ਸਾਹਮਣੇ ਵਿਚਾਰ ਦਾ ਨੁਕਤਾ ਇਹ ਨਹੀਂ ਕਿ ਖਤਰਨਾਕ ਸੰਘਰਸ਼ ਲੜਿਆ ਜਾਵੇ ਜਾਂ ਸ਼ਾਂਤਮਈ, ਕਿਉਂਕਿ ਗੁਰੂ ਗੋਬਿੰਦ ਸਿੰਘ ਜੀ ਸਪਸ਼ਟ ਸੰਕੇਤ ਕਰਦੇ ਹਨ:- — [758, 709, 938, 773]
paragraph: ਬਹੁਤ ਸਾਰੇ ਨਾਮ ਸਿੰਘਾਂ ਨੂੰ ਵੀ ਹਦਾਇਤ ਕਰ ਕੇ ਇਹਨਾਂ ਸਾਰਿਆਂ ਵਿਚ ਫੰਦ ਕੀਤਾ ਹੋਇਆ ਹੈ। ਕੋਰਟ-ਕਚਹਿਰੀ ਵਿਚ ਕਿਸੇ ਦੀ ਕੋਈ ਸੁਣਵਾਈ ਨਹੀਂ। ਇਹ ਸਾਰਾ ਹਾਲ ਵੇਖ ਕੇ ਸਾਡੇ ਮਨ ਵਿਚ ਆਇਆ ਕਿ ਕਿਉਂ ਨਾ ਇਹਨਾਂ ਦੁਸ਼ਟਾਂ ਨੂੰ ਸਬਕ ਸਿਖਾਇਆ ਜਾਵੇ। — [58, 1382, 232, 1480]
paragraph: ਤੇ ਕੋਈ ਗੁਪਤ ਤਰੀਕੇ ਨਾਲ ਹੀ ਜੇਲ੍ਹ ਤੋਂ ਬਾਹਰ ਕਢਾਂਗੇ। ਆਪਣੇ ਵੀਰਾਂ ਦੇ ਪਿਆਰ ਅਤੇ ਸਿਖਿਆ ਸਦਕਾ ਹੀ ਅਸੀਂ ਆਪਣੇ ਮੰਤਵ ਵਿਚ ਸਫਲ ਹੋਏ ਹਾਂ। ਇਸੇ ਕਰਕੇ ਹੀ ਇਹ ਆਖਰੀ ਚਿੱਠੀ ਆਪਣੇ ਵੀਰਾਂ ਨੂੰ ਲਿਖਣ ਦਾ ਫੈਸਲਾ ਕੀਤਾ ਹੈ। — [58, 1070, 232, 1168]
note-rule-bottom — [236, 250, 751, 252]
column-5 — [758, 134, 938, 1474]
paragraph: ਤੁਸੀਂ ਵੀ ਖਿੜੇ ਮੱਥੇ ’ਤੇ ਮੌਜੂਦ ਹੋਵੋਗੇ। ਇਕ ਦਿਨ ਤਰੀਕ ਲੈਣ, ਕੋਈ ਜਿਆਦਾ ਦਿਨ ਨਹੀਂ ਰਹਿ ਗਏ। ਡਾਕਟਰ ਹੈਰਾਨ ਹੋ ਕੇ ਤੇ ਕਾਮ ਖ਼ਾ ਕੇ ਕਹਿਣ ਲੱਗਾ ਕੀ ਗੱਲ ਕਰਦੇ ਹੋ। — [58, 654, 232, 718]
paragraph: ਕਿਹਾ ਅਸੀਂ ਤੁਹਾਡੇ ਅਧਿਕਾਰ ਨਹੀਂ ਮੰਨਦੇ। ਸਾਨੂੰ ਸੰਤਾਂ ਦੇ ਸਿੰਘ ਸਮਝ ਕੇ ਆਓ। ਅਗਰ ਤੁਹਾਡੇ ਹਾਕਮਾਂ ਵਿਚ ਹਿੰਮਤ ਹੈ ਤਾਂ ਸਾਡੇ ਸਾਹਮਣੇ ਆਉਣ। ਅਸੀਂ ਬਾਬਾ ਬੰਦਾ ਸਿੰਘ ਦੇ ਵਾਰਿਸ ਹਾਂ। — [589, 667, 751, 748]
paragraph: ਅਸੀਂ ਕਿਹਾ ਤੁਹਾਡੀ ਕਿਸਮਤ ਚੰਗੀ ਹੈ, ਨਹੀਂ ਤਾਂ ਤੁਹਾਡੀ ਕੋਰ ਵਿੱਚ ਹੀ ਅਸੀਂ ਤੁਹਾਨੂੰ ਚੱਲ ਦੇਣੇ ਸੀ। ਇਕ ਸਿੰਘਾਂ ਨਾਲ ਜ਼ਿਆਦਤੀਆਂ ਕਿਸ ਤਰ੍ਹਾਂ ਕਰਦੀਆਂ ਹਨ। — [236, 981, 448, 1045]
paragraph: ਪਰ ਸਾਡੀ ਕੋਸ਼ਿਸ਼ ਹੈ ਕਿ ਕੇਸਰੀ ਦਸਤਾਰ ਤੇ ਚੋਲਾ ਪਾ ਕੇ ਫਾਂਸੀ ਦਾ ਰੱਸਾ ਚੁੰਮੀਏ। ਸਾਨੂੰ ਸਤਿਗੁਰਾਂ ’ਤੇ ਪੂਰਨ ਭਰੋਸਾ ਹੈ ਕਿ ਸਾਡੀ ਇਹ ਤਮੰਨਾ ਵੀ ਜ਼ਰੂਰ ਪੂਰੀ ਹੋਵੇਗੀ। — [589, 754, 751, 835]
ruler-mark: 10 — [974, 999, 988, 1014]
column-2-top — [236, 258, 448, 576]
letter-head-line: ਹਰਜਿੰਦਰ ਸਿੰਘ, ਸੁਖਦੇਵ ਸਿੰਘ ਪੂਨਾ ਜੇਲ੍ਹ — [58, 167, 226, 180]
verse: ਚਰਨ ਚਲਉ ਮਾਰਗਿ ਗੋਬਿੰਦ॥ ਮਿਟਹਿ ਪਾਪ ਜਪੀਐ ਹਰਿ ਬਿੰਦ॥ ਕਰ ਹਰ ਕਰਮ ਸੁਣਿ ਹਰ ਕਥਾ ਹਰ ਦਰਗਹਿ ਨਾਨਕ ਉਜਲ ਮਥਾ॥ — [759, 989, 937, 1036]
letter-heading — [58, 134, 232, 198]
header-rule — [54, 66, 940, 68]
